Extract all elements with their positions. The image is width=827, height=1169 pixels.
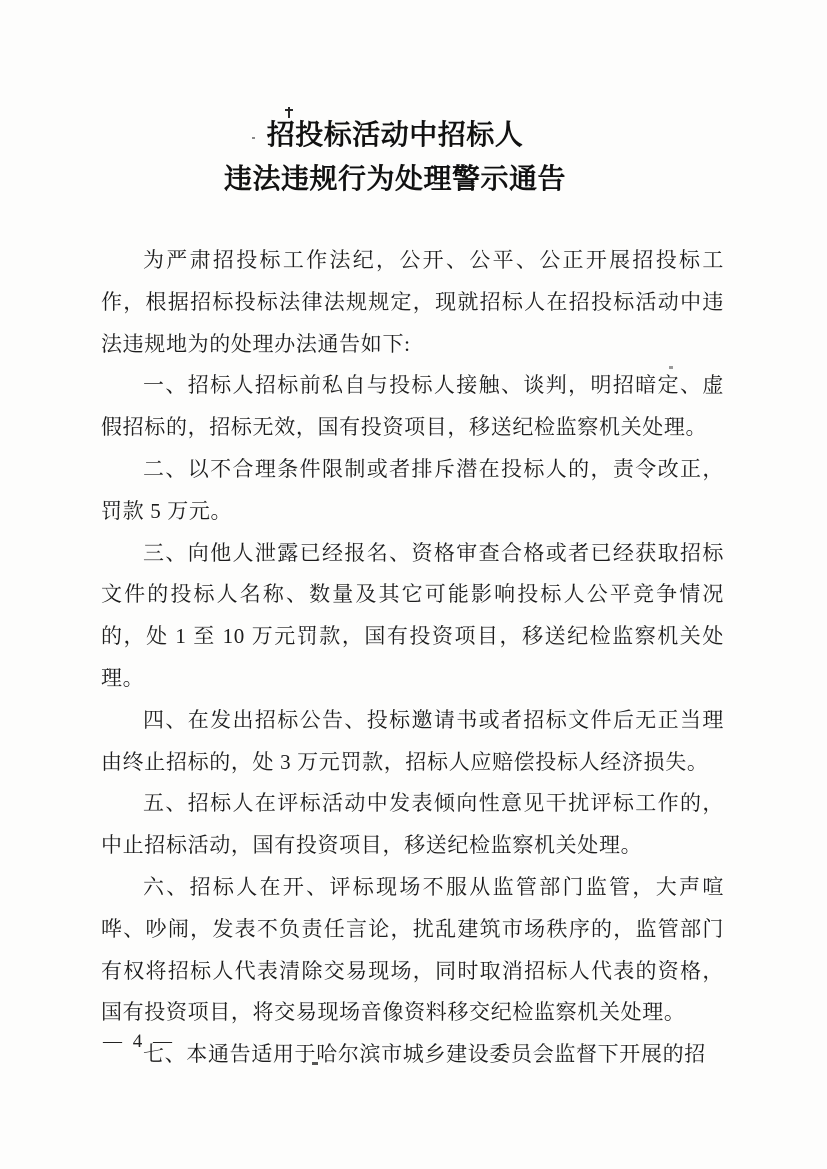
scan-artifact-tick-cross: [285, 109, 293, 111]
title-line-2: 违法违规行为处理警示通告: [223, 164, 566, 195]
paragraph-item-3: 三、向他人泄露已经报名、资格审查合格或者已经获取招标文件的投标人名称、数量及其它可能影响投标人公平竞争情况的，处 1 至 10 万元罚款，国有投资项目，移送纪检监察机关处理。: [101, 540, 724, 690]
paragraph-item-1: 一、招标人招标前私自与投标人接触、谈判，明招暗定、虚假招标的，招标无效，国有投资项目，移送纪检监察机关处理。: [101, 373, 724, 440]
title-line-1: 招投标活动中招标人: [266, 120, 524, 151]
paragraph-item-2: 二、以不合理条件限制或者排斥潜在投标人的，责令改正，罚款 5 万元。: [101, 456, 724, 523]
paragraph-item-7: 七、本通告适用于哈尔滨市城乡建设委员会监督下开展的招: [143, 1042, 706, 1067]
paragraph-item-5: 五、招标人在评标活动中发表倾向性意见干扰评标工作的，中止招标活动，国有投资项目，移送纪检监察机关处理。: [101, 791, 724, 858]
document-body: [101, 240, 724, 1076]
page-number: — 4 —: [103, 1031, 175, 1052]
paragraph-item-6: 六、招标人在开、评标现场不服从监管部门监管，大声喧哗、吵闹，发表不负责任言论，扰乱建筑市场秩序的，监管部门有权将招标人代表清除交易现场，同时取消招标人代表的资格，国有投资项目，将交易现场音像资料移交纪检监察机关处理。: [101, 874, 724, 1025]
document-title: [101, 114, 689, 202]
paragraph-intro: 为严肃招投标工作法纪，公开、公平、公正开展招投标工作，根据招标投标法律法规规定，现就招标人在招投标活动中违法违规地为的处理办法通告如下:: [101, 248, 724, 356]
paragraph-item-4: 四、在发出招标公告、投标邀请书或者招标文件后无正当理由终止招标的，处 3 万元罚款，招标人应赔偿投标人经济损失。: [101, 707, 724, 774]
